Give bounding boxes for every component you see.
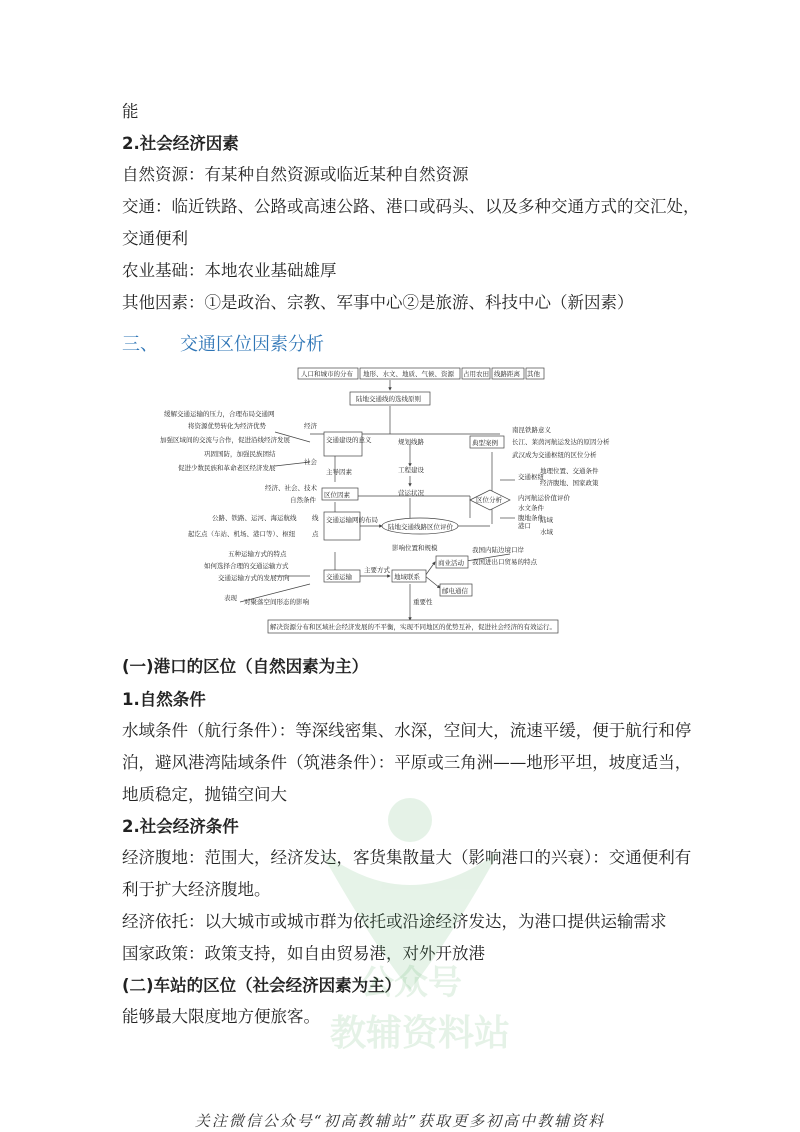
diagram-commerce: 商业活动 (438, 559, 464, 567)
diagram-left-effect: 促进少数民族和革命老区经济发展 (178, 464, 276, 472)
diagram-location-factor: 区位因素 (324, 491, 350, 499)
diagram-importance: 重要性 (413, 598, 433, 606)
diagram-line-label: 线 (312, 514, 319, 522)
page-footer: 关注微信公众号“初高教辅站”获取更多初高中教辅资料 (194, 1112, 606, 1130)
text-line: 交通：临近铁路、公路或高速公路、港口或码头、以及多种交通方式的交汇处， (122, 197, 700, 216)
diagram-location-analysis: 区位分析 (476, 496, 502, 504)
diagram-post: 邮电通信 (442, 587, 468, 595)
text-line: 国家政策：政策支持，如自由贸易港，对外开放港 (122, 944, 485, 963)
text-line: 经济腹地：范围大，经济发达，客货集散量大（影响港口的兴衰）：交通便利有 (122, 848, 692, 867)
section-title: 交通区位因素分析 (180, 334, 324, 355)
diagram-network-desc: 起讫点（车站、机场、港口等）、枢纽 (188, 530, 296, 538)
diagram-case: 南昆铁路意义 (512, 426, 551, 434)
top-row-item: 线路距离 (494, 370, 520, 378)
top-row-item: 地形、水文、地质、气候、资源 (363, 370, 454, 378)
diagram-plan: 规划线路 (398, 438, 424, 446)
subheading: 2.社会经济条件 (122, 817, 239, 836)
diagram-left-effect: 加强区域间的交流与合作，促进沿线经济发展 (160, 436, 290, 444)
subheading: (一)港口的区位（自然因素为主） (122, 657, 369, 676)
diagram-settlement: 对聚落空间形态的影响 (244, 598, 309, 606)
diagram-mode-item: 五种运输方式的特点 (228, 550, 287, 558)
diagram-left-effect: 巩固国防，加强民族团结 (204, 450, 276, 458)
text-line: 其他因素：①是政治、宗教、军事中心②是旅游、科技中心（新因素） (122, 293, 634, 312)
section-heading (122, 330, 324, 356)
diagram-significance: 交通建设的意义 (326, 436, 372, 444)
diagram-network: 交通运输网的布局 (326, 516, 378, 524)
diagram-water-cond: 水文条件 (518, 504, 544, 512)
diagram-port-item: 我国内陆边境口岸 (472, 546, 524, 554)
text-line: 利于扩大经济腹地。 (122, 880, 271, 899)
text-line: 能 (122, 102, 139, 121)
diagram-point-label: 点 (312, 530, 319, 538)
watermark-text: 公众号 (360, 963, 462, 1003)
watermark-text: 教辅资料站 (330, 1013, 511, 1054)
diagram-land: 陆域 (540, 516, 553, 524)
text-line: 地质稳定，抛锚空间大 (122, 785, 287, 804)
section-number: 三、 (122, 334, 158, 355)
concept-map-diagram (160, 362, 610, 638)
diagram-evaluate: 陆地交通线路区位评价 (388, 523, 453, 531)
diagram-operate: 营运状况 (398, 489, 424, 497)
top-row-boxes (298, 368, 544, 379)
diagram-water: 水域 (540, 528, 553, 536)
diagram-principle: 陆地交通线的选线原则 (356, 395, 421, 403)
diagram-case: 长江、莱茵河航运发达的原因分析 (512, 438, 610, 446)
diagram-bottom: 解决资源分布和区域社会经济发展的不平衡，实现不同地区的优势互补，促进社会经济的有效运行。 (270, 623, 556, 631)
diagram-case: 武汉成为交通枢纽的区位分析 (512, 451, 597, 459)
top-row-item: 占用农田 (463, 370, 489, 378)
diagram-influence: 影响位置和规模 (392, 544, 438, 552)
text-line: 自然资源：有某种自然资源或临近某种自然资源 (122, 165, 469, 184)
diagram-hub-detail: 经济腹地、国家政策 (540, 479, 599, 487)
subheading: 2.社会经济因素 (122, 134, 239, 153)
diagram-natural: 自然条件 (290, 496, 316, 504)
diagram-mode-item: 交通运输方式的发展方向 (218, 574, 290, 582)
subheading: (二)车站的区位（社会经济因素为主） (122, 976, 402, 995)
text-line: 交通便利 (122, 229, 188, 248)
diagram-hub: 交通枢纽 (518, 473, 544, 481)
text-line: 经济依托：以大城市或城市群为依托或沿途经济发达，为港口提供运输需求 (122, 912, 667, 931)
text-line: 水域条件（航行条件）：等深线密集、水深，空间大，流速平缓，便于航行和停 (122, 721, 692, 740)
top-row-item: 人口和城市的分布 (301, 370, 353, 378)
diagram-left-effect: 缓解交通运输的压力，合理布局交通网 (164, 410, 275, 418)
diagram-land-cond: 腹地条件 (518, 514, 544, 522)
text-line: 能够最大限度地方便旅客。 (122, 1007, 320, 1026)
text-line: 泊，避风港湾陆域条件（筑港条件）：平原或三角洲——地形平坦，坡度适当， (122, 753, 692, 772)
diagram-inland: 内河航运价值评价 (518, 494, 570, 502)
text-line: 农业基础：本地农业基础雄厚 (122, 261, 337, 280)
diagram-show: 表现 (224, 594, 237, 602)
diagram-hub-detail: 地理位置、交通条件 (540, 467, 599, 475)
diagram-factor-list: 经济、社会、技术 (265, 484, 317, 492)
diagram-port: 港口 (518, 522, 531, 530)
diagram-types: 典型案例 (472, 439, 498, 447)
diagram-port-item: 我国进出口贸易的特点 (472, 558, 537, 566)
top-row-item: 其他 (527, 370, 540, 378)
diagram-main-way: 主要方式 (364, 566, 390, 574)
diagram-social: 社会 (304, 458, 317, 466)
diagram-build: 工程建设 (398, 466, 424, 474)
diagram-transport: 交通运输 (326, 573, 352, 581)
diagram-region-link: 地域联系 (394, 573, 420, 581)
diagram-network-desc: 公路、铁路、运河、海运航线 (212, 514, 297, 522)
subheading: 1.自然条件 (122, 690, 206, 709)
diagram-main-factors: 主导因素 (326, 468, 352, 476)
diagram-mode-item: 如何选择合理的交通运输方式 (204, 562, 289, 570)
diagram-left-effect: 将资源优势转化为经济优势 (188, 422, 266, 430)
diagram-econ: 经济 (304, 422, 317, 430)
